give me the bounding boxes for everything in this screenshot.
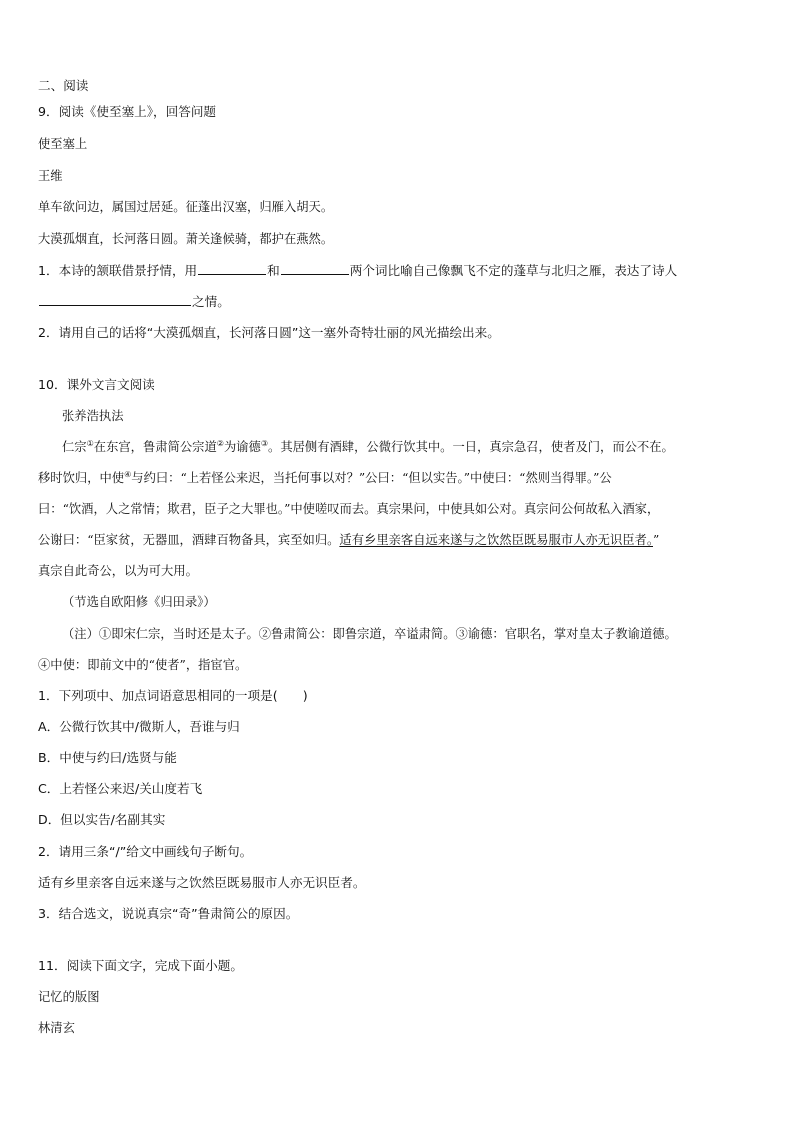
footnote-mark: ②	[216, 439, 224, 448]
footnote-mark: ③	[260, 439, 269, 448]
q9-sub1-text-a: 1．本诗的颔联借景抒情，用	[38, 263, 198, 278]
q9-sub1-text-b: 和	[267, 263, 280, 278]
option-a: A．公微行饮其中/微斯人，吾谁与归	[38, 719, 240, 734]
q10-subquestion-2: 2．请用三条“/”给文中画线句子断句。	[38, 844, 253, 859]
passage-text: 在东宫，鲁肃简公宗道	[93, 440, 217, 454]
passage-line-2	[38, 470, 762, 486]
poem-line-1: 单车欲问边，属国过居延。征蓬出汉塞，归雁入胡天。	[38, 200, 334, 214]
q9-sub1-text-d: 之情。	[192, 294, 230, 309]
q11-author: 林清玄	[38, 1021, 75, 1035]
note-line-1: （注）①即宋仁宗，当时还是太子。②鲁肃简公：即鲁宗道，卒谥肃简。③谕德：官职名，掌对皇太子教谕道德。	[62, 627, 677, 641]
q9-subquestion-2: 2．请用自己的话将“大漠孤烟直，长河落日圆”这一塞外奇特壮丽的风光描绘出来。	[38, 325, 500, 340]
passage-title: 张养浩执法	[62, 409, 124, 423]
poem-line-2: 大漠孤烟直，长河落日圆。萧关逢候骑，都护在燕然。	[38, 232, 334, 246]
q10-subquestion-1: 1．下列项中、加点词语意思相同的一项是( )	[38, 688, 308, 703]
note-line-2: ④中使：即前文中的“使者”，指宦官。	[38, 658, 248, 672]
passage-text: 公谢曰：“臣家贫，无器皿，酒肆百物备具，宾至如归。	[38, 533, 340, 547]
answer-blank-2[interactable]	[281, 262, 349, 275]
q9-subquestion-1-continued	[38, 293, 758, 310]
q11-prompt: 11．阅读下面文字，完成下面小题。	[38, 958, 243, 973]
footnote-mark: ④	[124, 470, 132, 479]
passage-text: ”	[653, 533, 660, 547]
q9-subquestion-1	[38, 262, 758, 279]
option-d: D．但以实告/名副其实	[38, 812, 166, 827]
passage-line-1	[62, 439, 762, 455]
poem-title: 使至塞上	[38, 137, 88, 151]
passage-line-4	[38, 532, 762, 548]
passage-text: 为谕德	[223, 440, 261, 454]
q10-sentence-to-punctuate: 适有乡里亲客自远来遂与之饮然臣既易服市人亦无识臣者。	[38, 875, 366, 890]
answer-blank-1[interactable]	[198, 262, 266, 275]
passage-line-5: 真宗自此奇公，以为可大用。	[38, 564, 198, 578]
passage-line-3: 曰：“饮酒，人之常情；欺君，臣子之大罪也。”中使嗟叹而去。真宗果问，中使具如公对。真宗问公何故私入酒家，	[38, 502, 660, 516]
q10-subquestion-3: 3．结合选文，说说真宗“奇”鲁肃简公的原因。	[38, 906, 299, 921]
passage-text: 与约曰：“上若怪公来迟，当托何事以对？”公曰：“但以实告。”中使曰：“然则当得罪。”公	[131, 471, 612, 485]
poem-author: 王维	[38, 169, 63, 183]
passage-text: 移时饮归，中使	[38, 471, 125, 485]
section-heading: 二、阅读	[38, 78, 89, 93]
option-c: C．上若怪公来迟/关山度若飞	[38, 781, 203, 796]
q10-prompt: 10．课外文言文阅读	[38, 377, 155, 392]
passage-source: （节选自欧阳修《归田录》）	[62, 595, 216, 609]
q11-title: 记忆的版图	[38, 990, 100, 1004]
q9-sub1-text-c: 两个词比喻自己像飘飞不定的蓬草与北归之雁，表达了诗人	[349, 263, 678, 278]
answer-blank-3[interactable]	[39, 293, 191, 306]
q9-prompt: 9．阅读《使至塞上》，回答问题	[38, 104, 217, 119]
underlined-sentence: 适有乡里亲客自远来遂与之饮然臣既易服市人亦无识臣者。	[339, 533, 653, 547]
option-b: B．中使与约曰/选贤与能	[38, 750, 177, 765]
passage-text: 仁宗	[62, 440, 87, 454]
footnote-mark: ①	[86, 439, 94, 448]
passage-text: 。其居侧有酒肆，公微行饮其中。一日，真宗急召，使者及门，而公不在。	[268, 440, 674, 454]
